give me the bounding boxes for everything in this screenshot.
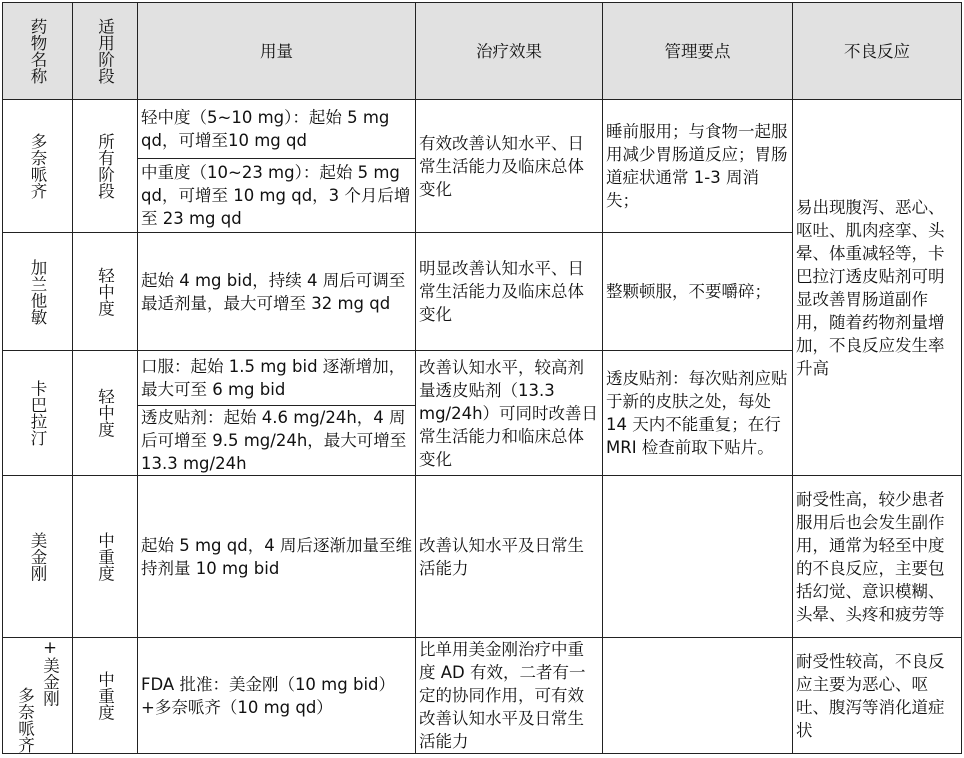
header-row bbox=[3, 3, 962, 100]
header-management: 管理要点 bbox=[603, 3, 793, 100]
drug-name-part-1: 多奈哌齐 bbox=[15, 687, 35, 753]
dosage-cell: FDA 批准：美金刚（10 mg bid）+多奈哌齐（10 mg qd） bbox=[138, 638, 416, 754]
effect-cell: 明显改善认知水平、日常生活能力及临床总体变化 bbox=[416, 233, 603, 351]
drug-name-cell: 卡巴拉汀 bbox=[3, 351, 73, 476]
dosage-cell: 中重度（10~23 mg）：起始 5 mg qd，可增至 10 mg qd，3 个月后增至 23 mg qd bbox=[138, 159, 416, 233]
dosage-cell: 透皮贴剂：起始 4.6 mg/24h，4 周后可增至 9.5 mg/24h，最大可增至13.3 mg/24h bbox=[138, 406, 416, 476]
stage-cell: 轻中度 bbox=[73, 233, 138, 351]
drug-name-cell: 美金刚 bbox=[3, 476, 73, 638]
header-adverse: 不良反应 bbox=[793, 3, 962, 100]
management-cell: 睡前服用；与食物一起服用减少胃肠道反应；胃肠道症状通常 1-3 周消失； bbox=[603, 100, 793, 233]
header-dosage: 用量 bbox=[138, 3, 416, 100]
dosage-cell: 口服：起始 1.5 mg bid 逐渐增加，最大可至 6 mg bid bbox=[138, 351, 416, 406]
stage-cell: 轻中度 bbox=[73, 351, 138, 476]
table-row bbox=[3, 638, 962, 754]
stage-cell: 中重度 bbox=[73, 638, 138, 754]
dosage-cell: 起始 5 mg qd，4 周后逐渐加量至维持剂量 10 mg bid bbox=[138, 476, 416, 638]
drug-name-cell bbox=[3, 638, 73, 754]
drug-name-part-2: +美金刚 bbox=[40, 638, 60, 707]
management-cell: 透皮贴剂：每次贴剂应贴于新的皮肤之处，每处 14 天内不能重复；在行MRI 检查前取下贴片。 bbox=[603, 351, 793, 476]
management-cell bbox=[603, 476, 793, 638]
effect-cell: 比单用美金刚治疗中重度 AD 有效，二者有一定的协同作用，可有效改善认知水平及日常生活能力 bbox=[416, 638, 603, 754]
header-stage: 适用阶段 bbox=[73, 3, 138, 100]
stage-cell: 中重度 bbox=[73, 476, 138, 638]
dosage-cell: 轻中度（5~10 mg）：起始 5 mg qd，可增至10 mg qd bbox=[138, 100, 416, 159]
effect-cell: 改善认知水平及日常生活能力 bbox=[416, 476, 603, 638]
effect-cell: 改善认知水平，较高剂量透皮贴剂（13.3 mg/24h）可同时改善日常生活能力和临床总体变化 bbox=[416, 351, 603, 476]
management-cell: 整颗顿服，不要嚼碎； bbox=[603, 233, 793, 351]
adverse-cell: 易出现腹泻、恶心、呕吐、肌肉痉挛、头晕、体重减轻等，卡巴拉汀透皮贴剂可明显改善胃肠道副作用，随着药物剂量增加，不良反应发生率升高 bbox=[793, 100, 962, 476]
header-drug-name: 药物名称 bbox=[3, 3, 73, 100]
effect-cell: 有效改善认知水平、日常生活能力及临床总体变化 bbox=[416, 100, 603, 233]
drug-name-cell: 多奈哌齐 bbox=[3, 100, 73, 233]
adverse-cell: 耐受性较高，不良反应主要为恶心、呕吐、腹泻等消化道症状 bbox=[793, 638, 962, 754]
dosage-cell: 起始 4 mg bid，持续 4 周后可调至最适剂量，最大可增至 32 mg qd bbox=[138, 233, 416, 351]
medication-table bbox=[2, 2, 962, 754]
adverse-cell: 耐受性高，较少患者服用后也会发生副作用，通常为轻至中度的不良反应，主要包括幻觉、意识模糊、头晕、头疼和疲劳等 bbox=[793, 476, 962, 638]
management-cell bbox=[603, 638, 793, 754]
table-row bbox=[3, 476, 962, 638]
header-effect: 治疗效果 bbox=[416, 3, 603, 100]
drug-name-cell: 加兰他敏 bbox=[3, 233, 73, 351]
stage-cell: 所有阶段 bbox=[73, 100, 138, 233]
table-row bbox=[3, 100, 962, 159]
